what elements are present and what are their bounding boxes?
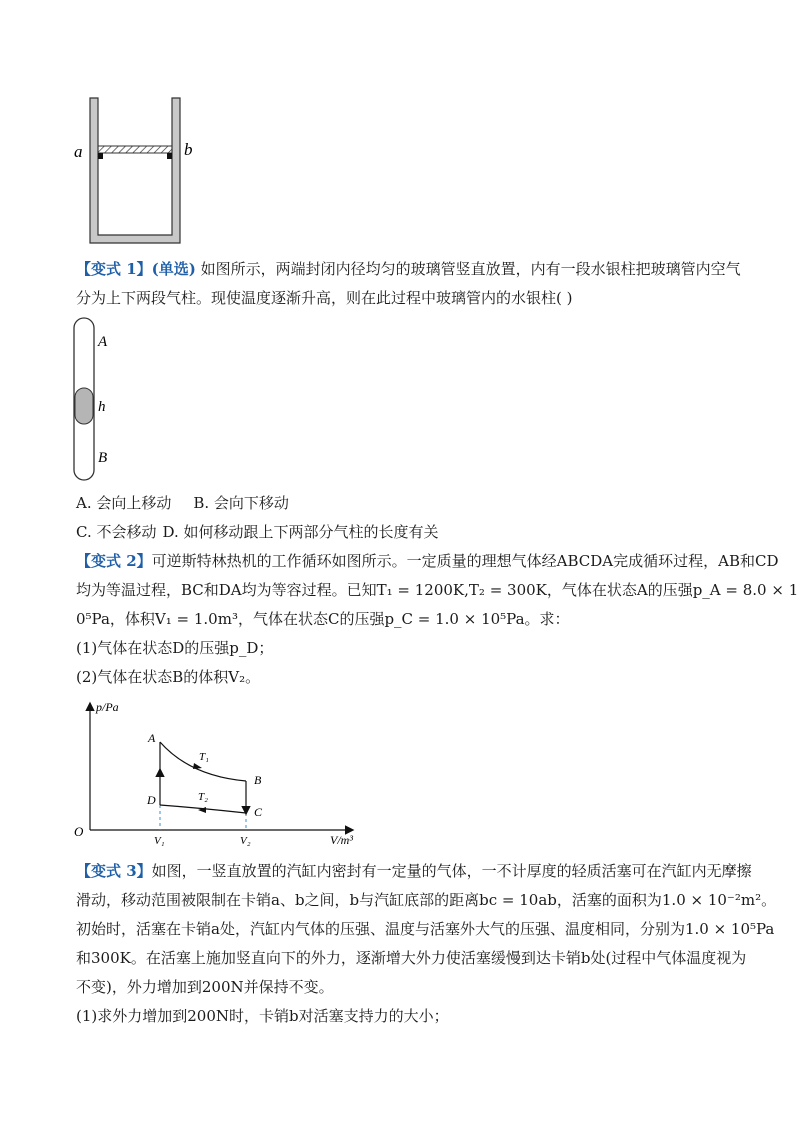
q3-tag: 【变式 3】 xyxy=(76,862,152,880)
piston xyxy=(98,146,172,153)
label-A: A xyxy=(98,334,108,350)
cylinder-figure xyxy=(70,95,200,250)
q1-options-row1 xyxy=(76,493,289,513)
q1-line1 xyxy=(76,259,741,279)
pin-b xyxy=(167,153,172,159)
q3-line1 xyxy=(76,861,752,881)
option-a: A. 会向上移动 xyxy=(76,494,172,512)
point-C: C xyxy=(254,805,263,819)
mercury-column xyxy=(75,388,93,424)
option-c: C. 不会移动 xyxy=(76,523,157,541)
point-A: A xyxy=(148,731,156,745)
label-a: a xyxy=(74,142,83,161)
label-b: b xyxy=(184,140,193,159)
option-b: B. 会向下移动 xyxy=(193,494,289,512)
label-V1: V₁ xyxy=(154,835,165,847)
pin-a xyxy=(98,153,103,159)
label-B: B xyxy=(98,450,108,466)
q2-line3: 0⁵Pa，体积V₁ = 1.0m³，气体在状态C的压强p_C = 1.0 × 10⁵Pa。求： xyxy=(76,610,570,628)
pv-diagram xyxy=(70,698,370,850)
q2-line2: 均为等温过程，BC和DA均为等容过程。已知T₁ = 1200K,T₂ = 300K，气体在状态A的压强p_A = 8.0 × 1 xyxy=(76,581,799,599)
x-axis-label: V/m³ xyxy=(330,833,353,847)
q3-line3: 初始时，活塞在卡销a处，汽缸内气体的压强、温度与活塞外大气的压强、温度相同，分别为1.0 × 10⁵Pa xyxy=(76,920,775,938)
point-D: D xyxy=(147,793,156,807)
point-B: B xyxy=(254,773,262,787)
label-V2: V₂ xyxy=(240,835,251,847)
q2-text1: 可逆斯特林热机的工作循环如图所示。一定质量的理想气体经ABCDA完成循环过程，AB和CD xyxy=(151,552,779,570)
q1-line2: 分为上下两段气柱。现使温度逐渐升高，则在此过程中玻璃管内的水银柱( ) xyxy=(76,289,573,307)
q1-text1: 如图所示，两端封闭内径均匀的玻璃管竖直放置，内有一段水银柱把玻璃管内空气 xyxy=(195,260,741,278)
q1-options-row2 xyxy=(76,522,439,542)
q2-sub2: (2)气体在状态B的体积V₂。 xyxy=(76,668,261,686)
q3-line2: 滑动，移动范围被限制在卡销a、b之间，b与汽缸底部的距离bc = 10ab，活塞的面积为1.0 × 10⁻²m²。 xyxy=(76,891,777,909)
q1-tag-type: (单选) xyxy=(151,260,196,278)
origin-label: O xyxy=(74,824,84,839)
q3-line4: 和300K。在活塞上施加竖直向下的外力，逐渐增大外力使活塞缓慢到达卡销b处(过程中气体温度视为 xyxy=(76,949,747,967)
q1-tag: 【变式 1】 xyxy=(76,260,152,278)
q2-line1 xyxy=(76,551,779,571)
q3-sub1: (1)求外力增加到200N时，卡销b对活塞支持力的大小； xyxy=(76,1007,449,1025)
q3-text1: 如图，一竖直放置的汽缸内密封有一定量的气体，一不计厚度的轻质活塞可在汽缸内无摩擦 xyxy=(151,862,752,880)
q2-sub1: (1)气体在状态D的压强p_D； xyxy=(76,639,274,657)
y-axis-label: p/Pa xyxy=(96,700,119,714)
label-T1: T₁ xyxy=(199,751,209,763)
tube-figure xyxy=(70,316,140,486)
option-d: D. 如何移动跟上下两部分气柱的长度有关 xyxy=(162,523,439,541)
cylinder-wall xyxy=(90,98,180,243)
arrow-AB xyxy=(193,763,202,769)
label-h: h xyxy=(98,399,106,415)
q3-line5: 不变)，外力增加到200N并保持不变。 xyxy=(76,978,334,996)
label-T2: T₂ xyxy=(198,791,208,803)
q2-tag: 【变式 2】 xyxy=(76,552,152,570)
